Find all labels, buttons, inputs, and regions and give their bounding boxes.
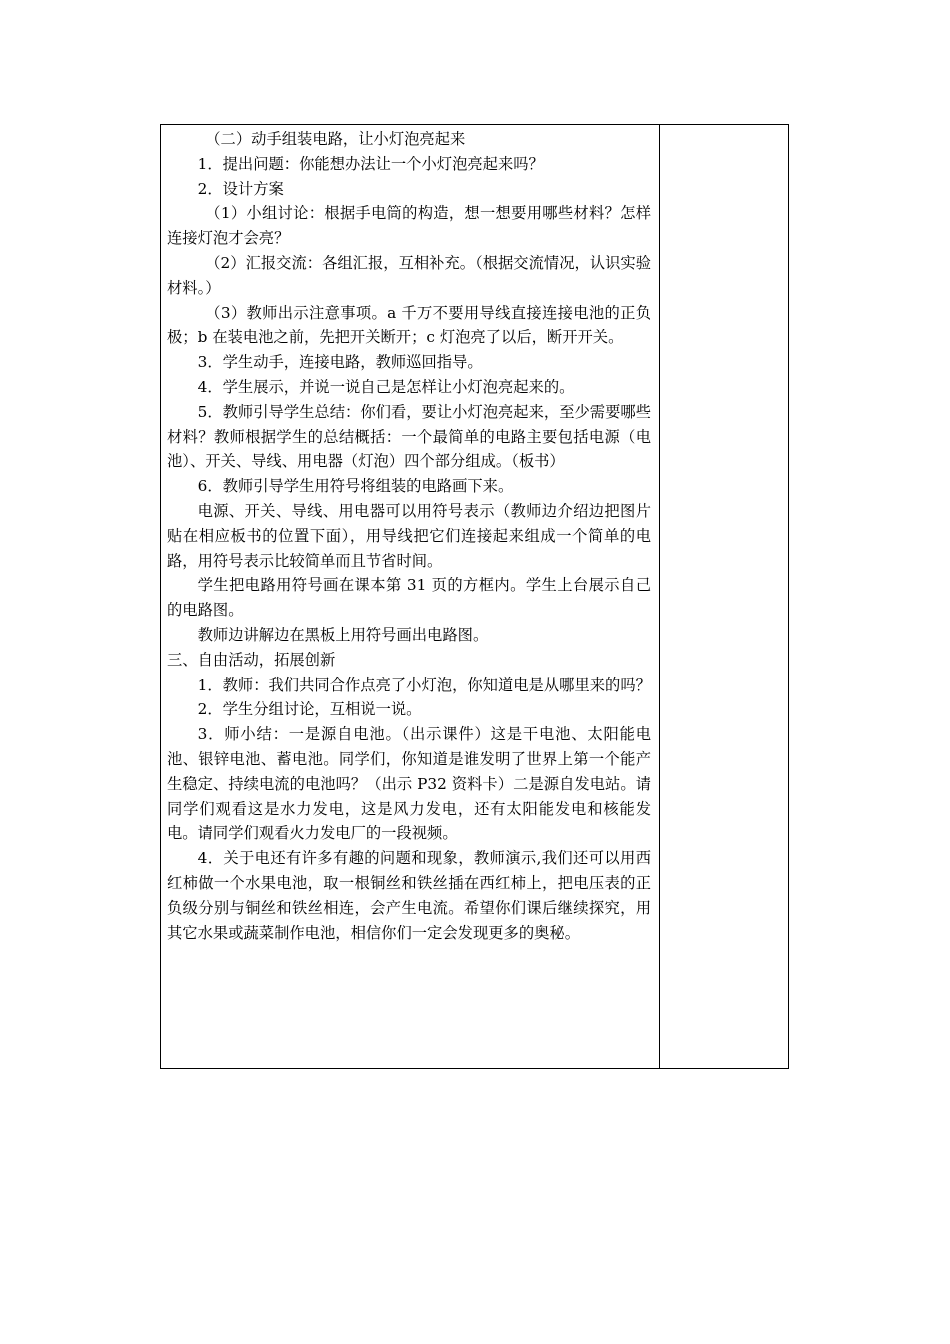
paragraph: 教师边讲解边在黑板上用符号画出电路图。 (197, 625, 489, 644)
notes-cell (660, 125, 788, 1068)
lesson-content-cell (167, 127, 651, 945)
paragraph: 6．教师引导学生用符号将组装的电路画下来。 (197, 477, 514, 496)
paragraph: 2．学生分组讨论，互相说一说。 (197, 700, 422, 719)
paragraph: 1．教师：我们共同合作点亮了小灯泡，你知道电是从哪里来的吗？ (197, 675, 651, 694)
paragraph: 电源、开关、导线、用电器可以用符号表示（教师边介绍边把图片贴在相应板书的位置下面），用导线把它们连接起来组成一个简单的电路，用符号表示比较简单而且节省时间。 (167, 501, 651, 570)
lesson-table (160, 124, 789, 1069)
paragraph: 1．提出问题：你能想办法让一个小灯泡亮起来吗？ (197, 154, 544, 173)
paragraph: （2）汇报交流：各组汇报，互相补充。（根据交流情况，认识实验材料。） (167, 253, 651, 297)
paragraph: 2．设计方案 (197, 179, 284, 198)
paragraph: 4．学生展示，并说一说自己是怎样让小灯泡亮起来的。 (197, 377, 575, 396)
paragraph: 学生把电路用符号画在课本第 31 页的方框内。学生上台展示自己的电路图。 (167, 576, 651, 620)
paragraph: 3．学生动手，连接电路，教师巡回指导。 (197, 353, 483, 372)
paragraph: （3）教师出示注意事项。a 千万不要用导线直接连接电池的正负极；b 在装电池之前，先把开关断开；c 灯泡亮了以后，断开开关。 (167, 303, 651, 347)
section-heading: 三、自由活动，拓展创新 (167, 650, 336, 669)
paragraph: 3．师小结：一是源自电池。（出示课件）这是干电池、太阳能电池、银锌电池、蓄电池。同学们，你知道是谁发明了世界上第一个能产生稳定、持续电流的电池吗？（出示 P32 资料卡）二是源自发电站。请同学们观看这是水力发电，这是风力发电，还有太阳能发电和核能发电。请同学们观看火力发电厂的一段视频。 (167, 725, 651, 843)
paragraph: 4．关于电还有许多有趣的问题和现象，教师演示,我们还可以用西红柿做一个水果电池，取一根铜丝和铁丝插在西红柿上，把电压表的正负级分别与铜丝和铁丝相连，会产生电流。希望你们课后继续探究，用其它水果或蔬菜制作电池，相信你们一定会发现更多的奥秘。 (167, 849, 651, 942)
paragraph: 5．教师引导学生总结：你们看，要让小灯泡亮起来，至少需要哪些材料？教师根据学生的总结概括：一个最简单的电路主要包括电源（电池）、开关、导线、用电器（灯泡）四个部分组成。（板书） (167, 402, 651, 471)
paragraph: （二）动手组装电路，让小灯泡亮起来 (205, 130, 466, 148)
paragraph: （1）小组讨论：根据手电筒的构造，想一想要用哪些材料？怎样连接灯泡才会亮？ (167, 204, 651, 248)
